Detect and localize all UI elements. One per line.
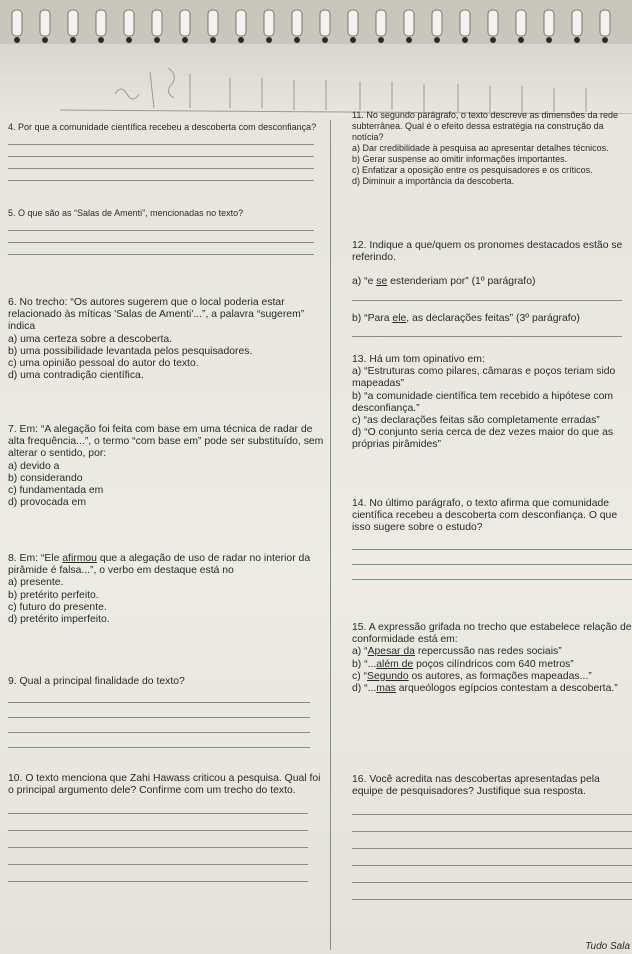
- question-6: [8, 297, 324, 382]
- question-11-option-d[interactable]: d) Diminuir a importância da descoberta.: [352, 176, 515, 186]
- question-11-stem: 11. No segundo parágrafo, o texto descreve as dimensões da rede subterrânea. Qual é o efeito dessa estratégia na construção da notícia?: [352, 110, 619, 142]
- question-8-option-a[interactable]: a) presente.: [8, 577, 64, 589]
- question-15-option-c[interactable]: [352, 671, 632, 683]
- answer-line[interactable]: [8, 703, 310, 718]
- question-6-stem: 6. No trecho: “Os autores sugerem que o local poderia estar relacionado às míticas 'Salas de Amenti'...”, a palavra “sugerem” indica: [8, 297, 305, 333]
- answer-line[interactable]: [352, 550, 632, 565]
- question-6-option-c[interactable]: c) uma opinião pessoal do autor do texto.: [8, 358, 199, 370]
- question-13-option-c[interactable]: c) “as declarações feitas são completamente erradas”: [352, 415, 600, 427]
- question-8-stem-end: que a alegação de uso de radar no interior da pirâmide é falsa...”, o verbo em destaque está no: [8, 553, 311, 577]
- question-7-option-d[interactable]: d) provocada em: [8, 497, 86, 509]
- answer-line[interactable]: [8, 231, 314, 243]
- question-7-option-b[interactable]: b) considerando: [8, 472, 83, 484]
- answer-line[interactable]: [8, 243, 314, 255]
- question-6-option-d[interactable]: d) uma contradição científica.: [8, 370, 144, 382]
- question-15-d-end: arqueólogos egípcios contestam a descoberta.”: [395, 683, 618, 695]
- answer-line[interactable]: [352, 798, 632, 815]
- question-12-b-end: , as declarações feitas” (3º parágrafo): [406, 312, 580, 324]
- question-7-option-a[interactable]: a) devido a: [8, 460, 60, 472]
- question-4-text: 4. Por que a comunidade científica recebeu a descoberta com desconfiança?: [8, 122, 317, 132]
- question-12-item-b: [352, 313, 632, 325]
- question-6-option-a[interactable]: a) uma certeza sobre a descoberta.: [8, 333, 173, 345]
- bleed-through-handwriting: [0, 44, 632, 114]
- answer-line[interactable]: [8, 865, 308, 882]
- question-10: [8, 773, 324, 882]
- answer-line[interactable]: [8, 733, 310, 748]
- question-15-c-start: c) “: [352, 670, 368, 682]
- column-divider: [330, 120, 331, 950]
- question-7-stem: 7. Em: “A alegação foi feita com base em uma técnica de radar de alta frequência...”, o termo “com base em” pode ser substituído, sem alterar o sentido, por:: [8, 424, 324, 460]
- question-7-option-c[interactable]: c) fundamentada em: [8, 485, 104, 497]
- question-14-text: 14. No último parágrafo, o texto afirma que comunidade científica recebeu a descoberta com desconfiança. O que isso sugere sobre o estudo?: [352, 498, 618, 534]
- question-12-b-start: b) “Para: [352, 312, 393, 324]
- answer-line[interactable]: [8, 145, 314, 157]
- answer-line[interactable]: [352, 325, 622, 337]
- question-8-option-b[interactable]: b) pretérito perfeito.: [8, 589, 99, 601]
- question-6-option-b[interactable]: b) uma possibilidade levantada pelos pesquisadores.: [8, 345, 253, 357]
- question-15-c-end: os autores, as formações mapeadas...”: [408, 670, 592, 682]
- answer-line[interactable]: [352, 866, 632, 883]
- question-15-b-start: b) “...: [352, 658, 377, 670]
- question-8: [8, 553, 324, 626]
- answer-line[interactable]: [8, 797, 308, 814]
- question-13-option-a[interactable]: a) “Estruturas como pilares, câmaras e poços teriam sido mapeadas”: [352, 366, 616, 390]
- question-10-text: 10. O texto menciona que Zahi Hawass criticou a pesquisa. Qual foi o principal argumento dele? Confirme com um trecho do texto.: [8, 773, 321, 797]
- answer-line[interactable]: [8, 688, 310, 703]
- answer-line[interactable]: [8, 831, 308, 848]
- question-4: [8, 122, 324, 181]
- question-12-b-pronoun: ele: [392, 312, 407, 324]
- question-11: [352, 110, 632, 187]
- question-15-option-d[interactable]: [352, 683, 632, 695]
- question-15-d-expression: mas: [376, 683, 396, 695]
- question-5: [8, 208, 324, 255]
- question-8-option-d[interactable]: d) pretérito imperfeito.: [8, 614, 110, 626]
- question-9: [8, 676, 324, 748]
- question-8-highlighted-verb: afirmou: [62, 553, 97, 564]
- question-11-option-b[interactable]: b) Gerar suspense ao omitir informações importantes.: [352, 154, 568, 164]
- question-13-option-b[interactable]: b) “a comunidade científica tem recebido a hipótese com desconfiança.”: [352, 390, 614, 414]
- spiral-binding: [0, 0, 632, 44]
- question-15-b-end: poços cilíndricos com 640 metros”: [413, 658, 574, 670]
- answer-line[interactable]: [352, 815, 632, 832]
- question-12-item-a: [352, 276, 632, 288]
- question-7: [8, 424, 324, 509]
- answer-line[interactable]: [352, 832, 632, 849]
- question-15-a-end: repercussão nas redes sociais”: [414, 646, 562, 658]
- question-12: [352, 240, 632, 337]
- answer-line[interactable]: [352, 849, 632, 866]
- question-12-stem: 12. Indique a que/quem os pronomes destacados estão se referindo.: [352, 240, 623, 264]
- question-12-a-start: a) “e: [352, 276, 377, 288]
- question-13: [352, 354, 632, 452]
- answer-line[interactable]: [8, 219, 314, 231]
- answer-line[interactable]: [8, 814, 308, 831]
- answer-line[interactable]: [352, 535, 632, 550]
- footer-brand: Tudo Sala: [585, 941, 630, 952]
- question-13-option-d[interactable]: d) “O conjunto seria cerca de dez vezes maior do que as próprias pirâmides”: [352, 427, 614, 451]
- question-8-option-c[interactable]: c) futuro do presente.: [8, 601, 107, 613]
- answer-line[interactable]: [8, 169, 314, 181]
- question-12-a-pronoun: se: [376, 276, 388, 288]
- question-15-a-expression: Apesar da: [367, 646, 415, 658]
- answer-line[interactable]: [8, 157, 314, 169]
- question-13-stem: 13. Há um tom opinativo em:: [352, 354, 485, 365]
- question-5-text: 5. O que são as “Salas de Amenti”, mencionadas no texto?: [8, 208, 244, 218]
- question-15-b-expression: além de: [376, 658, 414, 670]
- question-15-c-expression: Segundo: [367, 670, 409, 682]
- question-16: [352, 774, 632, 900]
- answer-line[interactable]: [8, 133, 314, 145]
- question-16-text: 16. Você acredita nas descobertas apresentadas pela equipe de pesquisadores? Justifique sua resposta.: [352, 774, 600, 798]
- question-15-d-start: d) “...: [352, 683, 377, 695]
- question-15-option-a[interactable]: [352, 646, 632, 658]
- answer-line[interactable]: [352, 565, 632, 580]
- answer-line[interactable]: [352, 289, 622, 301]
- question-11-option-a[interactable]: a) Dar credibilidade à pesquisa ao apresentar detalhes técnicos.: [352, 143, 609, 153]
- question-8-stem-start: 8. Em: “Ele: [8, 553, 63, 564]
- answer-line[interactable]: [352, 883, 632, 900]
- question-12-a-end: estenderiam por” (1º parágrafo): [387, 276, 536, 288]
- question-14: [352, 498, 632, 580]
- answer-line[interactable]: [8, 848, 308, 865]
- question-15-a-start: a) “: [352, 646, 368, 658]
- question-15-stem: 15. A expressão grifada no trecho que estabelece relação de conformidade está em:: [352, 622, 632, 646]
- question-9-text: 9. Qual a principal finalidade do texto?: [8, 676, 185, 687]
- question-8-stem: [8, 553, 324, 577]
- answer-line[interactable]: [8, 718, 310, 733]
- question-15-option-b[interactable]: [352, 659, 632, 671]
- question-15: [352, 622, 632, 695]
- question-11-option-c[interactable]: c) Enfatizar a oposição entre os pesquisadores e os críticos.: [352, 165, 593, 175]
